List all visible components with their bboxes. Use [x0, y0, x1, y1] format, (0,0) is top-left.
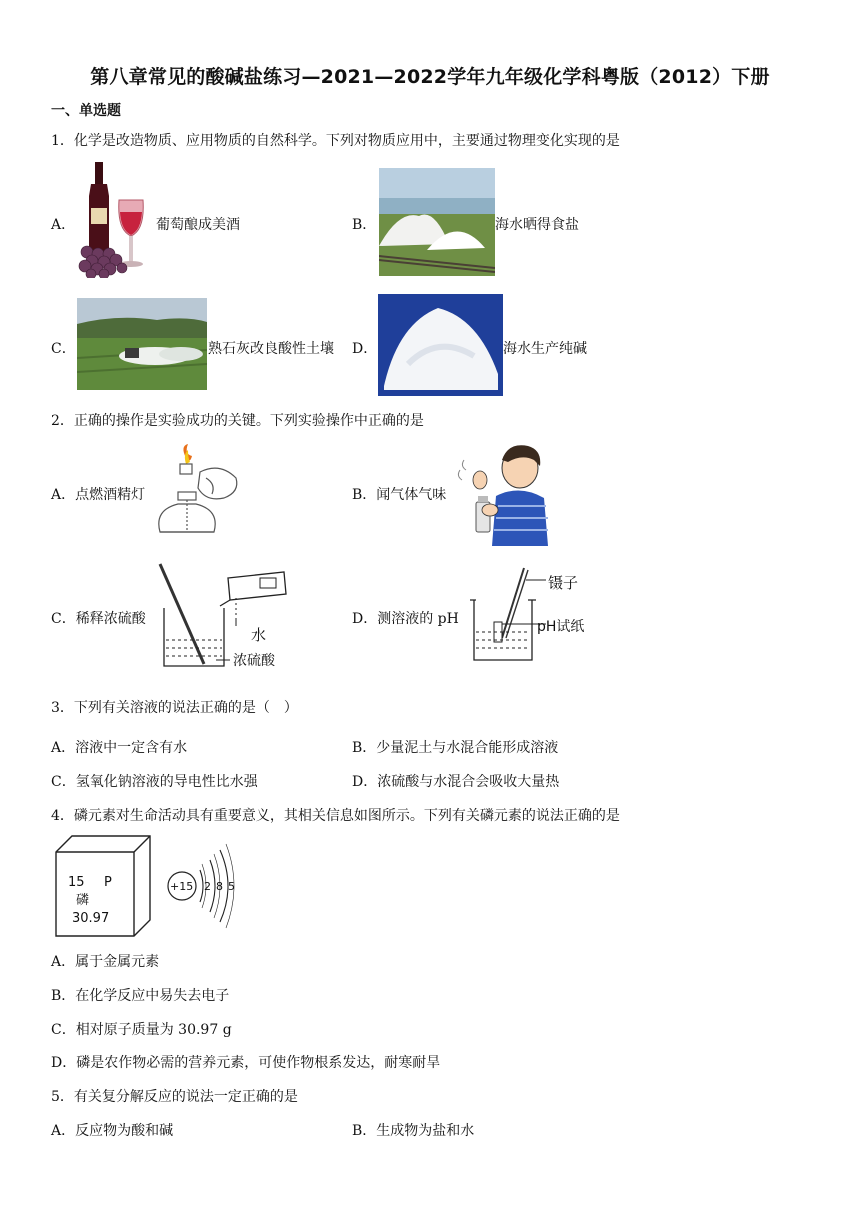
element-name: 磷	[76, 893, 90, 908]
q2-option-c: C．稀释浓硫酸	[51, 611, 146, 627]
q1-option-a-text: 葡萄酿成美酒	[156, 217, 240, 233]
element-number: 15	[68, 875, 85, 890]
section-heading: 一、单选题	[51, 103, 121, 119]
ph-test-diagram	[466, 566, 546, 666]
q3-option-a: A．溶液中一定含有水	[51, 740, 188, 756]
q4-option-c: C．相对原子质量为 30.97 g	[51, 1022, 232, 1038]
nucleus-charge: +15	[170, 880, 194, 893]
label-tweezers: 镊子	[548, 574, 579, 592]
element-symbol: P	[104, 875, 112, 890]
q3-option-d: D．浓硫酸与水混合会吸收大量热	[352, 774, 560, 790]
q1-option-c-label: C．	[51, 341, 76, 357]
dilute-acid-diagram	[156, 560, 296, 674]
label-conc-sulfuric-acid: 浓硫酸	[233, 653, 275, 669]
smell-gas-image	[456, 440, 552, 546]
q4-option-b: B．在化学反应中易失去电子	[51, 988, 230, 1004]
wine-grapes-image	[77, 160, 155, 278]
q1-option-b-text: 海水晒得食盐	[495, 217, 579, 233]
question-1-stem: 1．化学是改造物质、应用物质的自然科学。下列对物质应用中，主要通过物理变化实现的是	[51, 133, 620, 149]
q1-option-a-label: A．	[51, 217, 76, 233]
q3-option-c: C．氢氧化钠溶液的导电性比水强	[51, 774, 258, 790]
question-2-stem: 2．正确的操作是实验成功的关键。下列实验操作中正确的是	[51, 413, 424, 429]
page-title: 第八章常见的酸碱盐练习—2021—2022学年九年级化学科粤版（2012）下册	[90, 66, 770, 88]
element-mass: 30.97	[72, 911, 110, 926]
soda-powder-image	[378, 294, 503, 396]
q1-option-d-text: 海水生产纯碱	[503, 341, 587, 357]
phosphorus-element-diagram	[54, 834, 246, 940]
shell-2-electrons: 8	[216, 880, 223, 893]
sea-salt-pile-image	[379, 168, 495, 276]
q5-option-a: A．反应物为酸和碱	[51, 1123, 174, 1139]
q4-option-a: A．属于金属元素	[51, 954, 160, 970]
shell-1-electrons: 2	[204, 880, 211, 893]
question-4-stem: 4．磷元素对生命活动具有重要意义，其相关信息如图所示。下列有关磷元素的说法正确的是	[51, 808, 620, 824]
shell-3-electrons: 5	[228, 880, 235, 893]
question-5-stem: 5．有关复分解反应的说法一定正确的是	[51, 1089, 298, 1105]
q1-option-c-text: 熟石灰改良酸性土壤	[208, 341, 334, 357]
lime-field-image	[77, 298, 207, 390]
q5-option-b: B．生成物为盐和水	[352, 1123, 475, 1139]
q3-option-b: B．少量泥土与水混合能形成溶液	[352, 740, 559, 756]
q1-option-b-label: B．	[352, 217, 377, 233]
q2-option-d: D．测溶液的 pH	[352, 611, 459, 627]
q4-option-d: D．磷是农作物必需的营养元素，可使作物根系发达，耐寒耐旱	[51, 1055, 441, 1071]
label-water: 水	[251, 626, 267, 644]
label-ph-paper: pH试纸	[537, 619, 585, 635]
q1-option-d-label: D．	[352, 341, 378, 357]
q2-option-b: B．闻气体气味	[352, 487, 447, 503]
q2-option-a: A．点燃酒精灯	[51, 487, 146, 503]
alcohol-lamp-image	[150, 444, 246, 542]
question-3-stem: 3．下列有关溶液的说法正确的是（ ）	[51, 700, 298, 716]
